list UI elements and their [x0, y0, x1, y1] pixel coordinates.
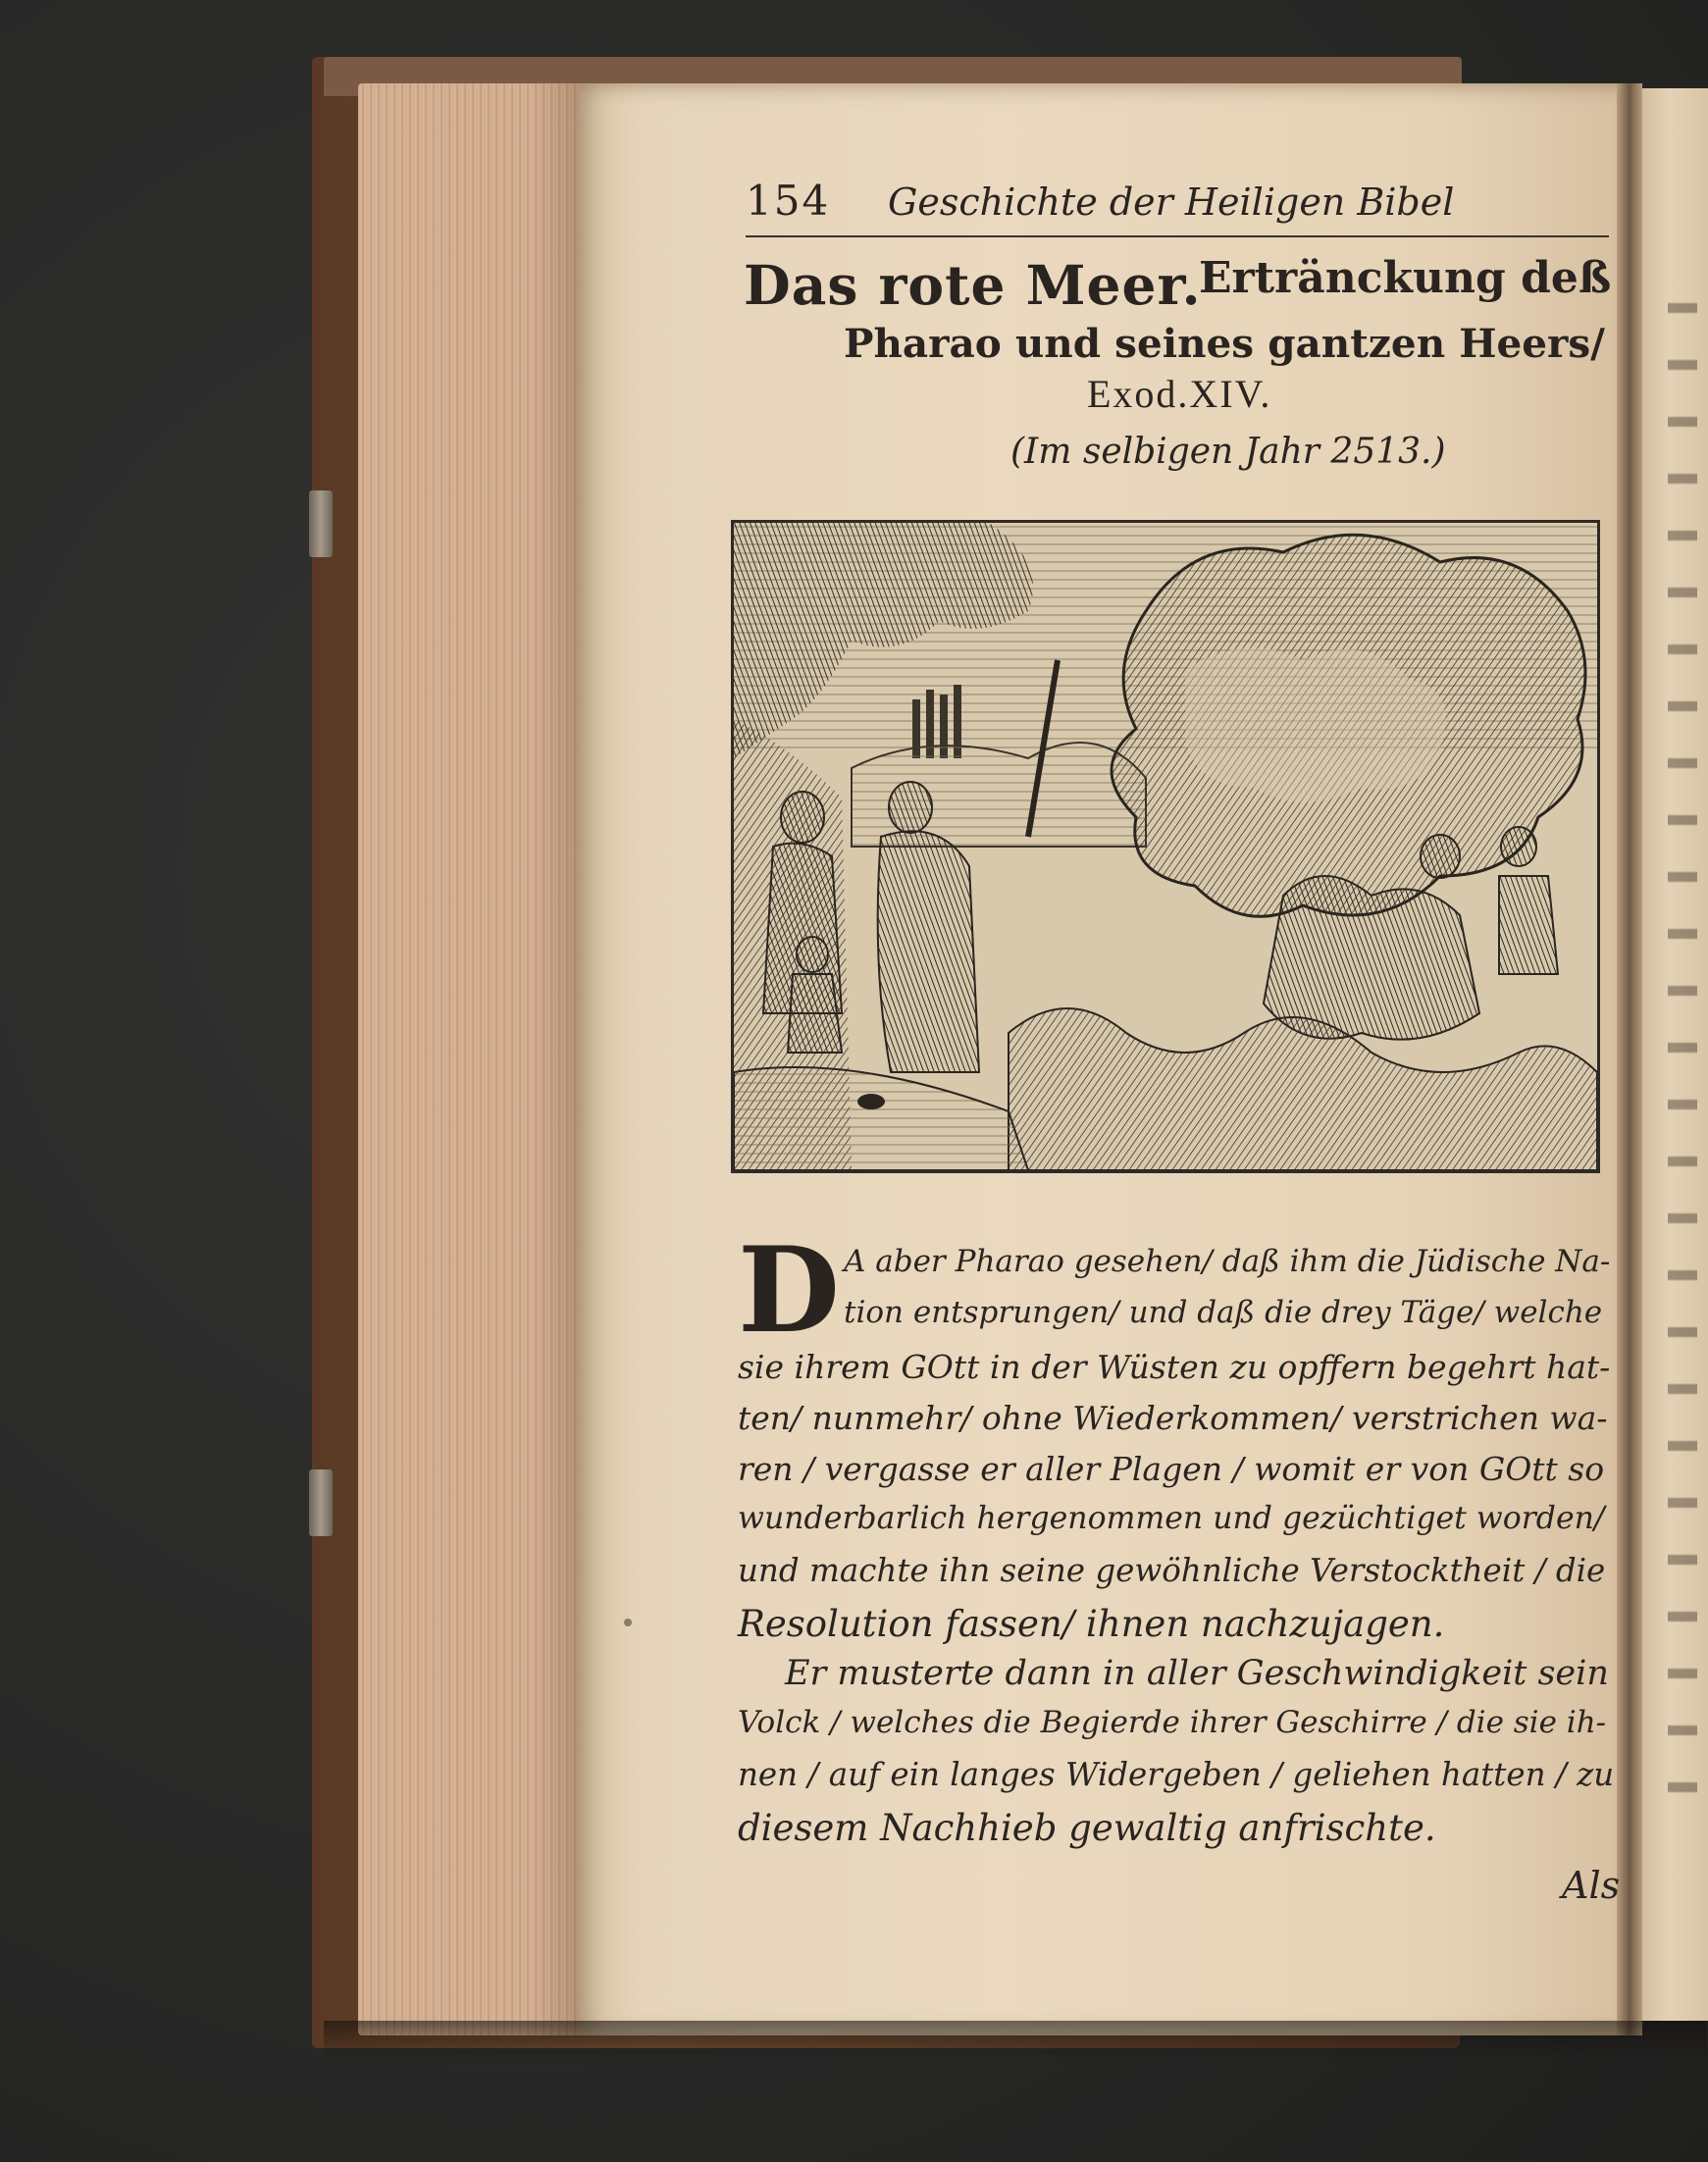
page-number: 154: [746, 177, 831, 225]
running-title: Geschichte der Heiligen Bibel: [888, 180, 1455, 224]
body-line-10: Volck / welches die Begierde ihrer Geschirre / die sie ih-: [738, 1705, 1607, 1740]
catchword: Als: [1562, 1864, 1621, 1907]
body-line-3: sie ihrem GOtt in der Wüsten zu opffern begehrt hat-: [738, 1348, 1611, 1386]
woodcut-engraving-icon: [731, 520, 1600, 1173]
body-line-5: ren / vergasse er aller Plagen / womit er von GOtt so: [738, 1450, 1605, 1488]
body-line-6: wunderbarlich hergenommen und gezüchtiget worden/: [738, 1501, 1605, 1536]
body-line-12: diesem Nachhieb gewaltig anfrischte.: [738, 1807, 1436, 1849]
gutter: [1617, 83, 1642, 2035]
date-line: (Im selbigen Jahr 2513.): [1010, 432, 1446, 472]
drop-cap: D: [738, 1221, 841, 1360]
body-line-1: A aber Pharao gesehen/ daß ihm die Jüdische Na-: [844, 1244, 1611, 1279]
chapter-title-right: Ertränckung deß: [1199, 253, 1612, 303]
paper-speck: [624, 1619, 632, 1626]
running-head: [746, 177, 1609, 237]
chapter-title-left: Das rote Meer.: [744, 253, 1202, 317]
book-bottom-shadow: [324, 2021, 1707, 2060]
body-line-2: tion entsprungen/ und daß die drey Täge/ welche: [844, 1295, 1603, 1330]
body-line-9: Er musterte dann in aller Geschwindigkeit sein: [785, 1654, 1609, 1693]
body-line-8: Resolution fassen/ ihnen nachzujagen.: [738, 1603, 1445, 1645]
scripture-reference: Exod.XIV.: [1087, 372, 1272, 416]
right-page-text-marks: [1668, 265, 1697, 1834]
body-line-7: und machte ihn seine gewöhnliche Verstocktheit / die: [738, 1552, 1606, 1589]
body-line-4: ten/ nunmehr/ ohne Wiederkommen/ verstrichen wa-: [738, 1399, 1608, 1437]
chapter-subtitle: Pharao und seines gantzen Heers/: [844, 320, 1605, 367]
clasp-lower: [309, 1469, 333, 1536]
body-line-11: nen / auf ein langes Widergeben / geliehen hatten / zu: [738, 1756, 1615, 1793]
clasp-upper: [309, 490, 333, 557]
